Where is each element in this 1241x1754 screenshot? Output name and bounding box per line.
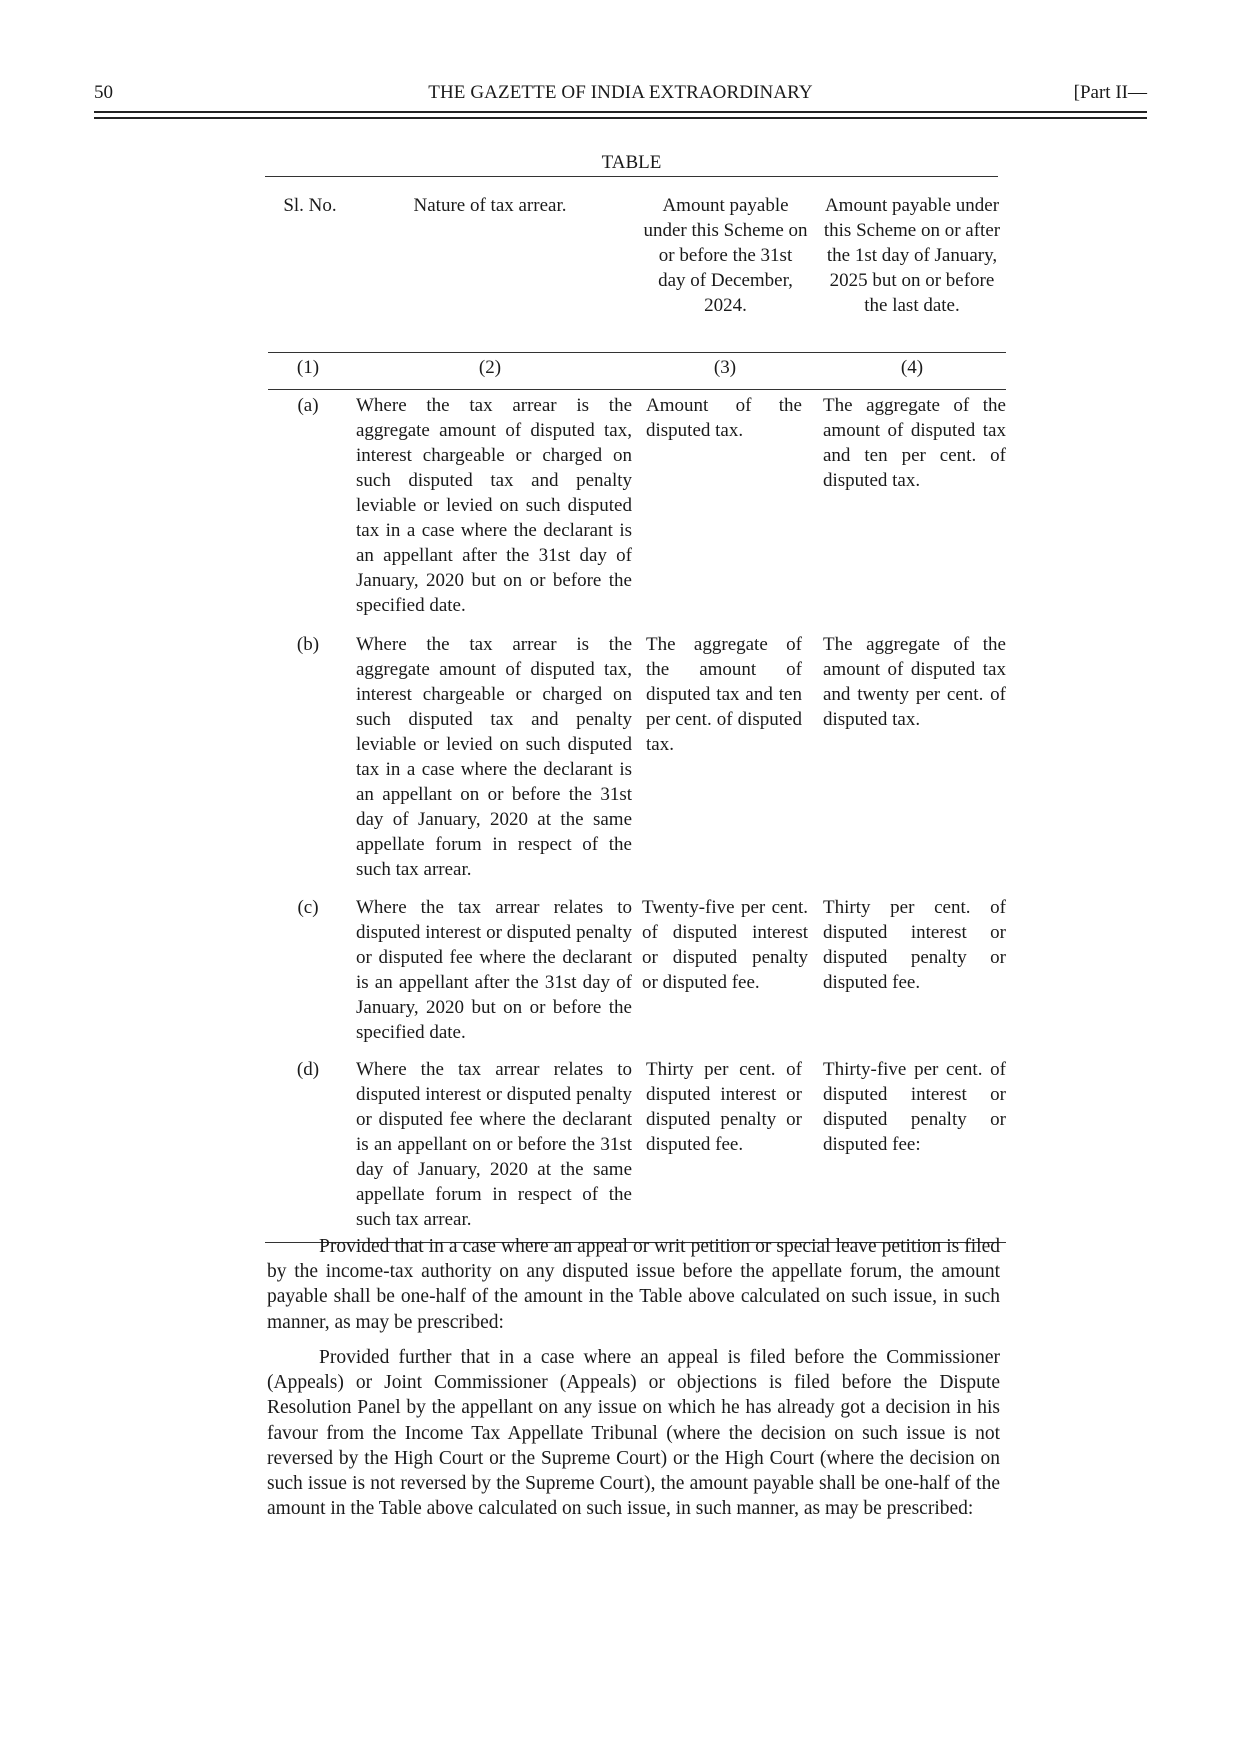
row-amount-after: The aggregate of the amount of disputed tax and ten per cent. of disputed tax. bbox=[823, 395, 1006, 491]
row-amount-after: Thirty per cent. of disputed interest or disputed penalty or disputed fee. bbox=[823, 897, 1006, 993]
column-number-2: (2) bbox=[478, 357, 502, 378]
row-amount-before: The aggregate of the amount of disputed tax and ten per cent. of disputed tax. bbox=[646, 634, 802, 755]
row-sl-no: (c) bbox=[297, 897, 319, 918]
column-header-sl-no: Sl. No. bbox=[283, 195, 337, 216]
row-nature: Where the tax arrear is the aggregate amount of disputed tax, interest chargeable or charged on such disputed tax and penalty leviable or levied on such disputed tax in a case where the declarant is an appellant on or before the 31st day of January, 2020 at the same appellate forum in respect of the such tax arrear. bbox=[356, 634, 632, 880]
column-number-4: (4) bbox=[900, 357, 924, 378]
row-nature: Where the tax arrear relates to disputed interest or disputed penalty or disputed fee where the declarant is an appellant on or before the 31st day of January, 2020 at the same appellate forum in respect of the such tax arrear. bbox=[356, 1059, 632, 1230]
proviso-paragraph bbox=[267, 1234, 1000, 1335]
column-header-after-deadline: Amount payable under this Scheme on or after the 1st day of January, 2025 but on or before the last date. bbox=[823, 195, 1001, 316]
table-top-rule bbox=[265, 176, 998, 177]
column-header-nature: Nature of tax arrear. bbox=[413, 195, 567, 216]
row-amount-after: Thirty-five per cent. of disputed interest or disputed penalty or disputed fee: bbox=[823, 1059, 1006, 1155]
row-amount-after: The aggregate of the amount of disputed tax and twenty per cent. of disputed tax. bbox=[823, 634, 1006, 730]
header-rule-top bbox=[94, 111, 1147, 113]
column-numbers-bottom-rule bbox=[268, 389, 1006, 390]
row-nature: Where the tax arrear is the aggregate amount of disputed tax, interest chargeable or charged on such disputed tax and penalty leviable or levied on such disputed tax in a case where the declarant is an appellant after the 31st day of January, 2020 but on or before the specified date. bbox=[356, 395, 632, 616]
proviso-further-paragraph bbox=[267, 1345, 1000, 1521]
proviso-text: Provided that in a case where an appeal or writ petition or special leave petition is filed by the income-tax authority on any disputed issue before the appellate forum, the amount payable shall be one-half of the amount in the Table above calculated on such issue, in such manner, as may be prescribed: bbox=[267, 1236, 1000, 1333]
row-nature: Where the tax arrear relates to disputed interest or disputed penalty or disputed fee where the declarant is an appellant after the 31st day of January, 2020 but on or before the specified date. bbox=[356, 897, 632, 1043]
table-caption: TABLE bbox=[601, 152, 662, 173]
row-sl-no: (d) bbox=[296, 1059, 320, 1080]
part-label: [Part II— bbox=[1073, 82, 1147, 103]
proviso-further-text: Provided further that in a case where an appeal is filed before the Commissioner (Appeals) or Joint Commissioner (Appeals) or objections is filed before the Dispute Resolution Panel by the appellant on any issue on which he has already got a decision in his favour from the Income Tax Appellate Tribunal (where the decision on such issue is not reversed by the High Court or the Supreme Court) or the High Court (where the decision on such issue is not reversed by the Supreme Court), the amount payable shall be one-half of the amount in the Table above calculated on such issue, in such manner, as may be prescribed: bbox=[267, 1347, 1000, 1520]
column-number-1: (1) bbox=[296, 357, 320, 378]
header-rule-bottom bbox=[94, 117, 1147, 119]
running-head bbox=[94, 82, 1147, 110]
column-number-3: (3) bbox=[713, 357, 737, 378]
row-sl-no: (a) bbox=[297, 395, 319, 416]
row-sl-no: (b) bbox=[296, 634, 320, 655]
column-header-before-deadline: Amount payable under this Scheme on or before the 31st day of December, 2024. bbox=[643, 195, 808, 316]
row-amount-before: Amount of the disputed tax. bbox=[646, 395, 802, 441]
page-number: 50 bbox=[94, 82, 113, 103]
gazette-title: THE GAZETTE OF INDIA EXTRAORDINARY bbox=[428, 82, 813, 103]
row-amount-before: Twenty-five per cent. of disputed interest or disputed penalty or disputed fee. bbox=[642, 897, 808, 993]
row-amount-before: Thirty per cent. of disputed interest or disputed penalty or disputed fee. bbox=[646, 1059, 802, 1155]
header-bottom-rule bbox=[268, 352, 1006, 353]
